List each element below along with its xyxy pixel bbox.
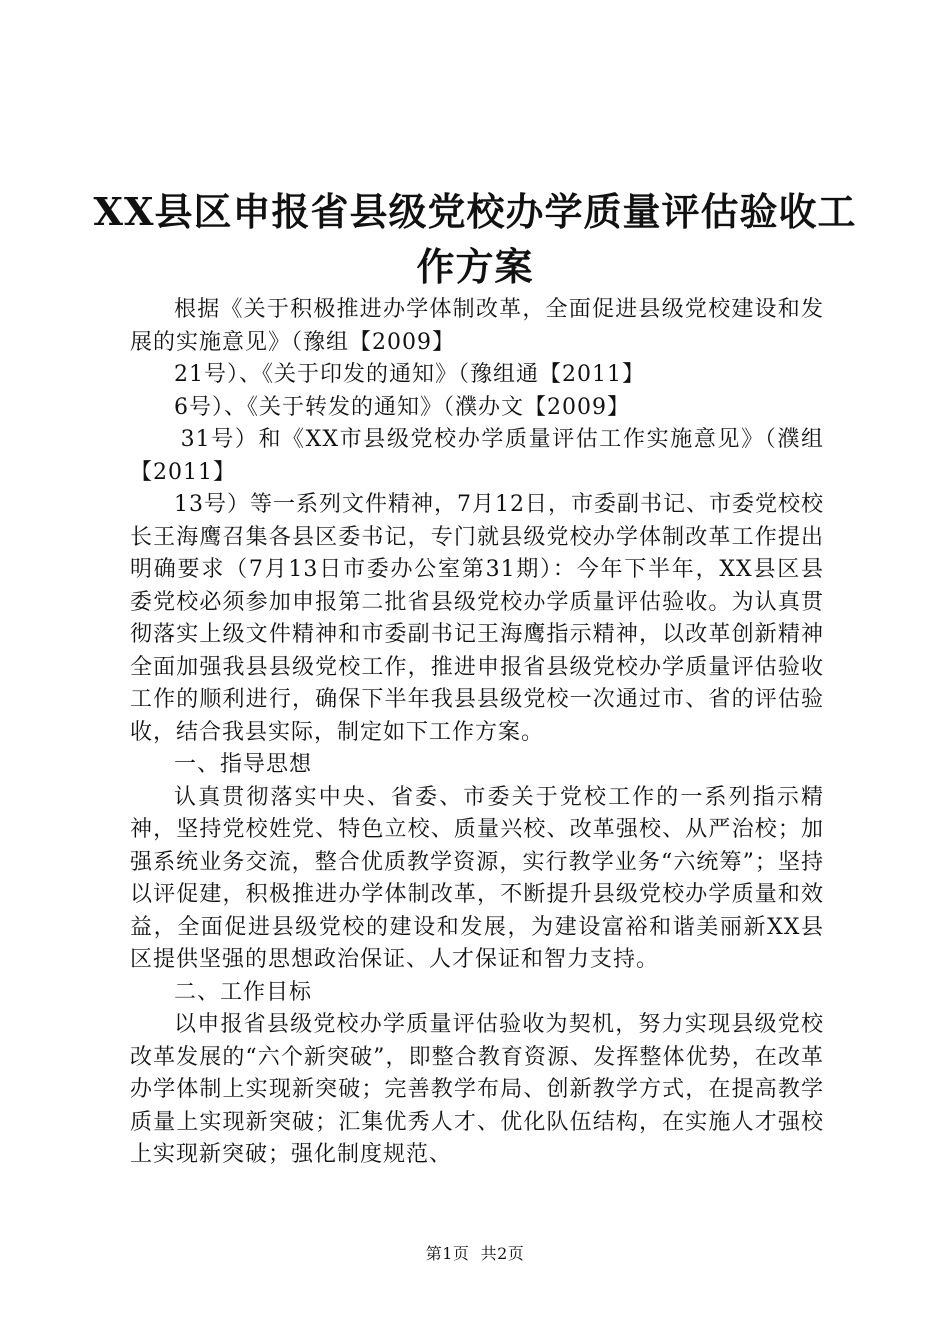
document-title-line-1: XX县区申报省县级党校办学质量评估验收工 (93, 189, 857, 234)
document-body (130, 294, 824, 1172)
section-heading: 一、指导思想 (174, 752, 313, 777)
paragraph: 31号）和《XX市县级党校办学质量评估工作实施意见》（濮组【2011】 (130, 427, 824, 485)
paragraph: 以申报省县级党校办学质量评估验收为契机，努力实现县级党校改革发展的“六个新突破”，即整合教育资源、发挥整体优势，在改革办学体制上实现新突破；完善教学布局、创新教学方式，在提高教学质量上实现新突破；汇集优秀人才、优化队伍结构，在实施人才强校上实现新突破；强化制度规范、 (130, 1012, 824, 1167)
paragraph: 根据《关于积极推进办学体制改革，全面促进县级党校建设和发展的实施意见》（豫组【2009】 (130, 297, 824, 355)
paragraph: 6号）、《关于转发的通知》（濮办文【2009】 (174, 394, 630, 420)
page-number: 第1页 (425, 1244, 470, 1263)
page-footer (0, 1243, 950, 1265)
document-title-line-2: 作方案 (416, 244, 534, 289)
section-heading: 二、工作目标 (174, 979, 313, 1005)
paragraph: 13号）等一系列文件精神，7月12日，市委副书记、市委党校校长王海鹰召集各县区委书记，专门就县级党校办学体制改革工作提出明确要求（7月13日市委办公室第31期）：今年下半年，XX县区县委党校必须参加申报第二批省县级党校办学质量评估验收。为认真贯彻落实上级文件精神和市委副书记王海鹰指示精神，以改革创新精神全面加强我县县级党校工作，推进申报省县级党校办学质量评估验收工作的顺利进行，确保下半年我县县级党校一次通过市、省的评估验收，结合我县实际，制定如下工作方案。 (130, 492, 824, 745)
paragraph: 21号）、《关于印发的通知》（豫组通【2011】 (174, 362, 645, 387)
paragraph: 认真贯彻落实中央、省委、市委关于党校工作的一系列指示精神，坚持党校姓党、特色立校、质量兴校、改革强校、从严治校；加强系统业务交流，整合优质教学资源，实行教学业务“六统筹”；坚持以评促建，积极推进办学体制改革，不断提升县级党校办学质量和效益，全面促进县级党校的建设和发展，为建设富裕和谐美丽新XX县区提供坚强的思想政治保证、人才保证和智力支持。 (130, 784, 824, 972)
page-total: 共2页 (480, 1244, 525, 1263)
